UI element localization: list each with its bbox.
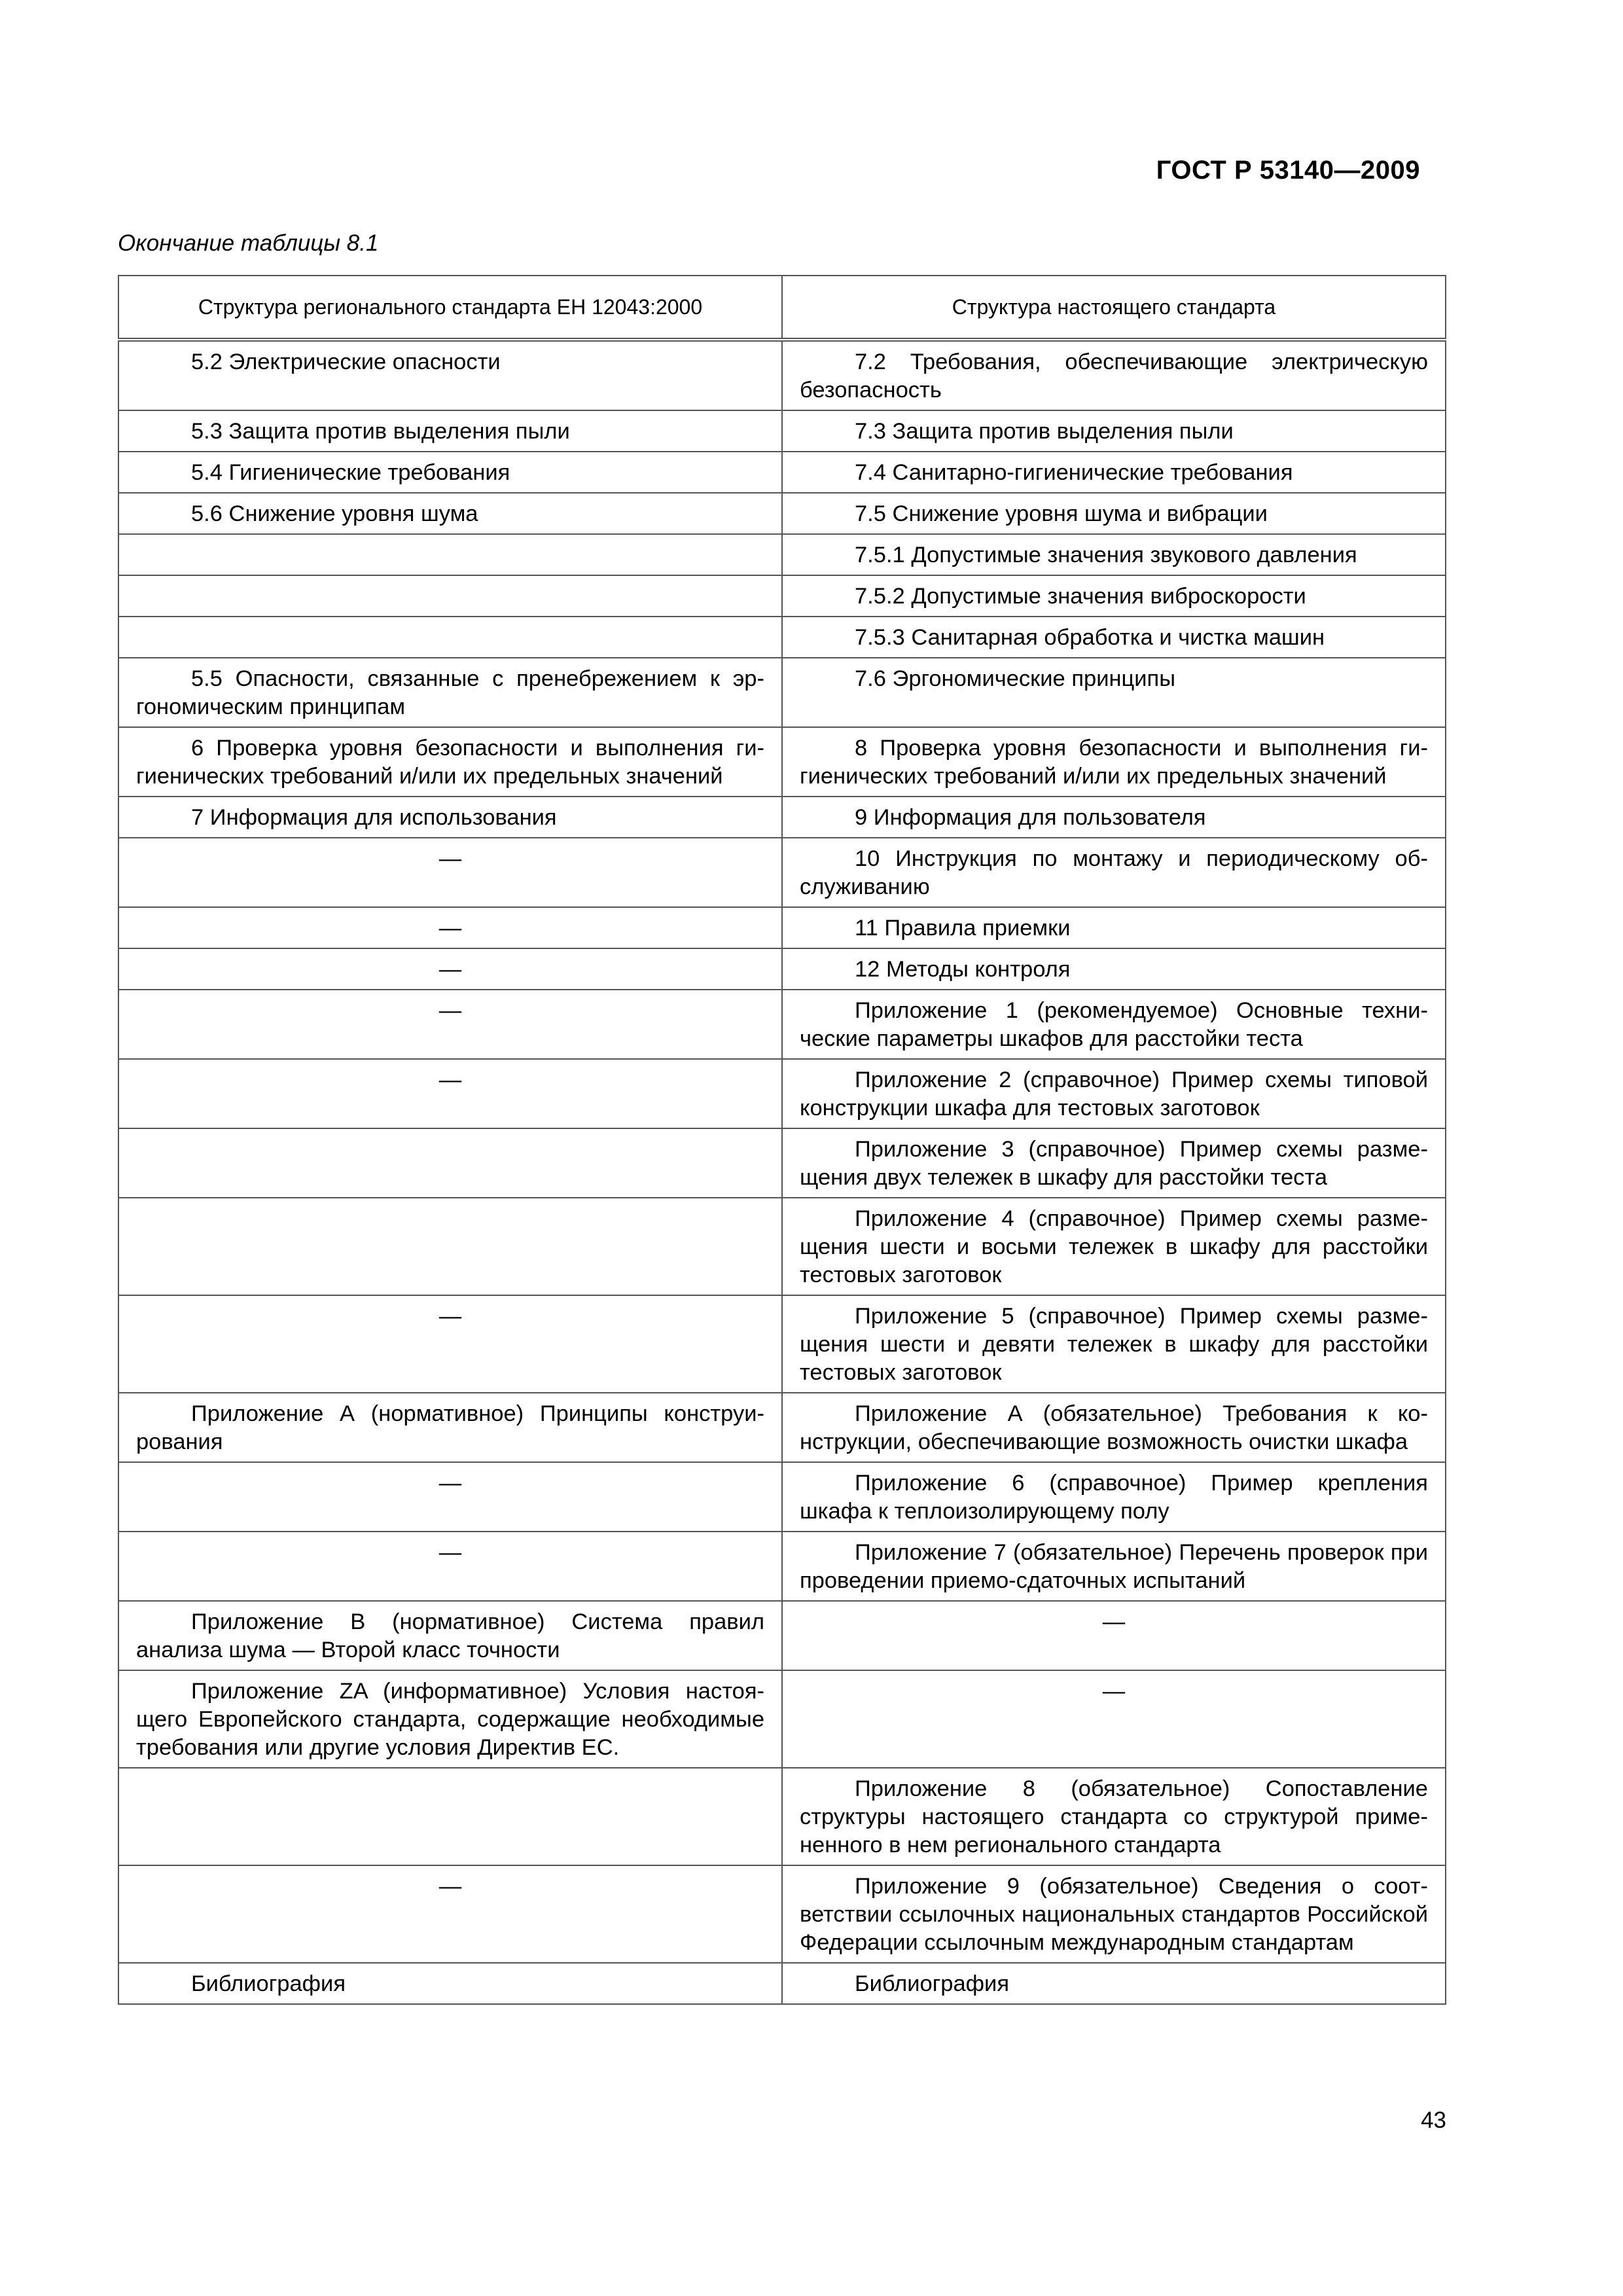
cell-regional-standard [118,493,782,534]
table-row [118,990,1446,1059]
table-row [118,617,1446,658]
cell-text: — [1102,1679,1126,1704]
cell-regional-standard [118,1532,782,1601]
cell-text: 7.5 Снижение уровня шума и вибрации [855,501,1268,526]
cell-this-standard [782,727,1446,797]
cell-this-standard [782,1963,1446,2004]
table-row [118,1393,1446,1462]
cell-text: — [438,1304,462,1329]
column-header-this-standard: Структура настоящего стандарта [782,276,1446,340]
cell-regional-standard [118,907,782,948]
cell-text: — [438,957,462,982]
cell-regional-standard [118,948,782,990]
cell-text: Библиография [855,1971,1010,1996]
table-row [118,1128,1446,1198]
table-row [118,838,1446,907]
cell-text: — [1102,1609,1126,1634]
table-caption: Окончание таблицы 8.1 [118,230,379,256]
cell-regional-standard [118,452,782,493]
table-row [118,340,1446,410]
cell-this-standard [782,340,1446,410]
cell-text: 7.5.3 Санитарная обработка и чистка машин [855,625,1325,650]
table-row [118,1963,1446,2004]
cell-this-standard [782,948,1446,990]
cell-this-standard [782,1462,1446,1532]
cell-text: 10 Инструкция по монтажу и периодическому обслуживанию [800,846,1428,899]
cell-text: 7.4 Санитарно-гигиенические требования [855,460,1293,485]
cell-text: Приложение 7 (обязательное) Перечень проверок при проведении приемо-сдаточных испытаний [800,1540,1428,1593]
cell-text: 5.6 Снижение уровня шума [191,501,478,526]
cell-text: 9 Информация для пользователя [855,805,1206,830]
cell-text: Приложение 2 (справочное) Пример схемы типовой конструкции шкафа для тестовых заготовок [800,1067,1428,1121]
table-row [118,907,1446,948]
cell-text: 5.5 Опасности, связанные с пренебрежением к эргономическим принципам [136,666,764,719]
cell-this-standard [782,907,1446,948]
cell-text: — [438,1067,462,1092]
cell-this-standard [782,1295,1446,1393]
cell-regional-standard [118,797,782,838]
cell-text: 5.2 Электрические опасности [191,350,501,374]
table-row [118,1865,1446,1963]
cell-text: 12 Методы контроля [855,957,1071,982]
cell-this-standard [782,493,1446,534]
cell-this-standard [782,617,1446,658]
cell-text: 6 Проверка уровня безопасности и выполнения гигиенических требований и/или их предельных значений [136,736,764,789]
table-row [118,534,1446,575]
cell-this-standard [782,1198,1446,1295]
cell-text: 7.5.2 Допустимые значения виброскорости [855,584,1306,609]
cell-this-standard [782,1670,1446,1768]
cell-text: 5.4 Гигиенические требования [191,460,510,485]
cell-text: — [438,1874,462,1899]
cell-this-standard [782,1768,1446,1865]
cell-regional-standard [118,1865,782,1963]
table-row [118,727,1446,797]
cell-text: Приложение 4 (справочное) Пример схемы размещения шести и восьми тележек в шкафу для расстойки тестовых заготовок [800,1206,1428,1287]
cell-text: Приложение 9 (обязательное) Сведения о соответствии ссылочных национальных стандартов Российской Федерации ссылочным международным стандартам [800,1874,1428,1955]
cell-text: — [438,998,462,1023]
cell-regional-standard [118,1295,782,1393]
cell-text: 7.2 Требования, обеспечивающие электрическую безопасность [800,350,1428,403]
table-row [118,948,1446,990]
cell-text: Приложение 3 (справочное) Пример схемы размещения двух тележек в шкафу для расстойки теста [800,1137,1428,1190]
table-row [118,1532,1446,1601]
table-row [118,658,1446,727]
cell-this-standard [782,990,1446,1059]
cell-text: 7 Информация для использования [191,805,557,830]
cell-text: Библиография [191,1971,346,1996]
cell-text: Приложение 6 (справочное) Пример крепления шкафа к теплоизолирующему полу [800,1471,1428,1524]
document-code: ГОСТ Р 53140—2009 [1156,156,1420,185]
cell-this-standard [782,658,1446,727]
cell-regional-standard [118,838,782,907]
table-row [118,1768,1446,1865]
cell-this-standard [782,575,1446,617]
cell-text: — [438,1471,462,1496]
cell-regional-standard [118,617,782,658]
cell-regional-standard [118,1963,782,2004]
cell-this-standard [782,1865,1446,1963]
table-row [118,1295,1446,1393]
cell-regional-standard [118,1393,782,1462]
cell-regional-standard [118,1059,782,1128]
column-header-regional-standard: Структура регионального стандарта ЕН 12043:2000 [118,276,782,340]
cell-regional-standard [118,410,782,452]
cell-regional-standard [118,1670,782,1768]
cell-regional-standard [118,1198,782,1295]
cell-this-standard [782,534,1446,575]
cell-regional-standard [118,727,782,797]
cell-text: 8 Проверка уровня безопасности и выполнения гигиенических требований и/или их предельных значений [800,736,1428,789]
cell-regional-standard [118,1768,782,1865]
cell-regional-standard [118,340,782,410]
table-row [118,410,1446,452]
cell-this-standard [782,1532,1446,1601]
cell-this-standard [782,410,1446,452]
cell-text: — [438,1540,462,1565]
cell-text: — [438,916,462,941]
cell-text: Приложение А (обязательное) Требования к конструкции, обеспечивающие возможность очистки шкафа [800,1401,1428,1454]
cell-regional-standard [118,1462,782,1532]
cell-text: 5.3 Защита против выделения пыли [191,419,570,444]
table-row [118,493,1446,534]
table-row [118,1601,1446,1670]
cell-text: Приложение 5 (справочное) Пример схемы размещения шести и девяти тележек в шкафу для расстойки тестовых заготовок [800,1304,1428,1385]
table-row [118,1670,1446,1768]
cell-text: Приложение В (нормативное) Система правил анализа шума — Второй класс точности [136,1609,764,1662]
cell-text: — [438,846,462,871]
table-row [118,1198,1446,1295]
cell-text: Приложение А (нормативное) Принципы конструирования [136,1401,764,1454]
table-row [118,575,1446,617]
cell-this-standard [782,452,1446,493]
cell-text: Приложение ZA (информативное) Условия настоящего Европейского стандарта, содержащие необходимые требования или другие условия Директив ЕС. [136,1679,764,1760]
cell-this-standard [782,1059,1446,1128]
cell-text: 7.6 Эргономические принципы [855,666,1176,691]
table-row [118,452,1446,493]
structure-comparison-table [118,275,1446,2005]
cell-text: Приложение 1 (рекомендуемое) Основные технические параметры шкафов для расстойки теста [800,998,1428,1051]
cell-this-standard [782,1393,1446,1462]
table-row [118,797,1446,838]
table-header-row [118,276,1446,340]
cell-this-standard [782,838,1446,907]
table-row [118,1059,1446,1128]
cell-regional-standard [118,1128,782,1198]
cell-regional-standard [118,658,782,727]
cell-text: 7.5.1 Допустимые значения звукового давления [855,543,1357,567]
cell-regional-standard [118,990,782,1059]
table-row [118,1462,1446,1532]
cell-this-standard [782,797,1446,838]
table-body [118,340,1446,2004]
cell-regional-standard [118,575,782,617]
cell-this-standard [782,1128,1446,1198]
cell-text: 11 Правила приемки [855,916,1071,941]
cell-text: Приложение 8 (обязательное) Сопоставление структуры настоящего стандарта со структурой примененного в нем регионального стандарта [800,1776,1428,1857]
page-number: 43 [1421,2108,1446,2133]
cell-this-standard [782,1601,1446,1670]
cell-regional-standard [118,1601,782,1670]
cell-regional-standard [118,534,782,575]
cell-text: 7.3 Защита против выделения пыли [855,419,1234,444]
